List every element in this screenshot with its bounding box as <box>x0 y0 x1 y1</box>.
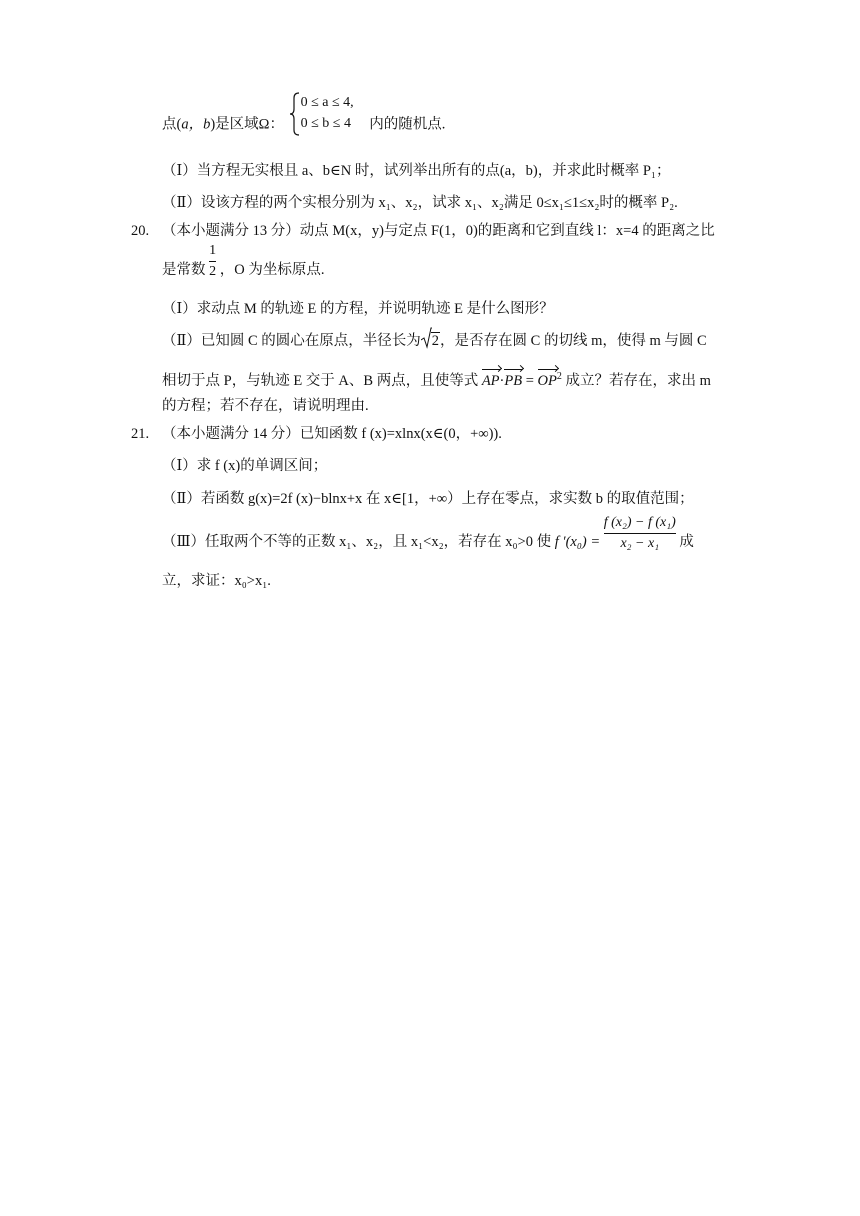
difference-bar <box>604 533 676 534</box>
q19-part-2: （Ⅱ）设该方程的两个实根分别为 x₁、x₂，试求 x₁、x₂满足 0≤x₁≤1≤x₂时的概率 P₂. <box>162 195 678 211</box>
difference-denominator: x₂ − x₁ <box>620 536 660 552</box>
region-system <box>290 92 364 136</box>
vector-op: OP <box>537 372 557 389</box>
q20-line-2a: 是常数 <box>162 262 206 278</box>
q20-line-2b: ，O 为坐标原点. <box>219 262 325 278</box>
system-row-2: 0 ≤ b ≤ 4 <box>300 116 351 131</box>
left-brace-icon <box>290 92 300 136</box>
q20-line-4: 相切于点 P，与轨迹 E 交于 A、B 两点，且使等式 $AP\cdot PB = OP^2$ 成立？若存在，求出 m <box>162 371 711 389</box>
q21-line-1: （本小题满分 14 分）已知函数 f (x)=xlnx(x∈(0，+∞)). <box>162 426 502 442</box>
q21-part-3 <box>162 515 694 553</box>
sqrt-radicand: 2 <box>431 333 440 349</box>
q21-part-1: （Ⅰ）求 f (x)的单调区间； <box>162 458 328 474</box>
q20-line-5: 的方程；若不存在，请说明理由. <box>162 398 369 414</box>
q21-part-3a: （Ⅲ）任取两个不等的正数 x₁、x₂，且 x₁<x₂，若存在 x₀>0 使 <box>162 534 552 550</box>
q20-line-2 <box>162 243 325 281</box>
half-fraction <box>209 242 216 281</box>
q21-number: 21. <box>131 426 150 442</box>
derivative-expression: f ′(x₀) = <box>554 534 601 550</box>
q21-line-end: 立，求证：x₀>x₁. <box>162 573 271 589</box>
q19-intro-vars: a，b <box>181 116 211 133</box>
fraction-bar <box>209 261 216 262</box>
q20-number: 20. <box>131 223 150 239</box>
q20-part-2a: （Ⅱ）已知圆 C 的圆心在原点，半径长为 <box>162 333 421 349</box>
q20-part-2 <box>162 331 707 351</box>
q19-intro-a: 点( <box>162 116 182 133</box>
q19-part-1: （Ⅰ）当方程无实根且 a、b∈N 时，试列举出所有的点(a，b)，并求此时概率 P₁； <box>162 163 671 179</box>
q19-intro-b: )是区域Ω： <box>210 116 284 133</box>
vector-pb: PB <box>504 372 523 389</box>
fraction-denominator: 2 <box>209 264 217 280</box>
fraction-numerator: 1 <box>209 243 217 259</box>
q20-line-1: （本小题满分 13 分）动点 M(x，y)与定点 F(1，0)的距离和它到直线 l：x=4 的距离之比 <box>162 223 715 239</box>
difference-quotient <box>604 514 676 553</box>
q20-line-4a: 相切于点 P，与轨迹 E 交于 A、B 两点，且使等式 <box>162 372 479 389</box>
sqrt-two <box>421 331 440 351</box>
q19-intro <box>162 95 446 136</box>
q20-line-4b: 成立？若存在，求出 m <box>565 372 711 389</box>
square-exponent: 2 <box>556 371 562 382</box>
q19-intro-c: 内的随机点. <box>369 116 446 133</box>
radical-icon <box>421 327 432 349</box>
q21-part-2: （Ⅱ）若函数 g(x)=2f (x)−blnx+x 在 x∈[1，+∞）上存在零点，求实数 b 的取值范围； <box>162 491 694 507</box>
q21-part-3b: 成 <box>679 534 694 550</box>
q20-part-2b: ，是否存在圆 C 的切线 m，使得 m 与圆 C <box>440 333 707 349</box>
vector-ap: AP <box>481 372 500 389</box>
system-row-1: 0 ≤ a ≤ 4, <box>300 95 354 110</box>
difference-numerator: f (x₂) − f (x₁) <box>603 515 676 531</box>
q20-part-1: （Ⅰ）求动点 M 的轨迹 E 的方程，并说明轨迹 E 是什么图形？ <box>162 301 554 317</box>
